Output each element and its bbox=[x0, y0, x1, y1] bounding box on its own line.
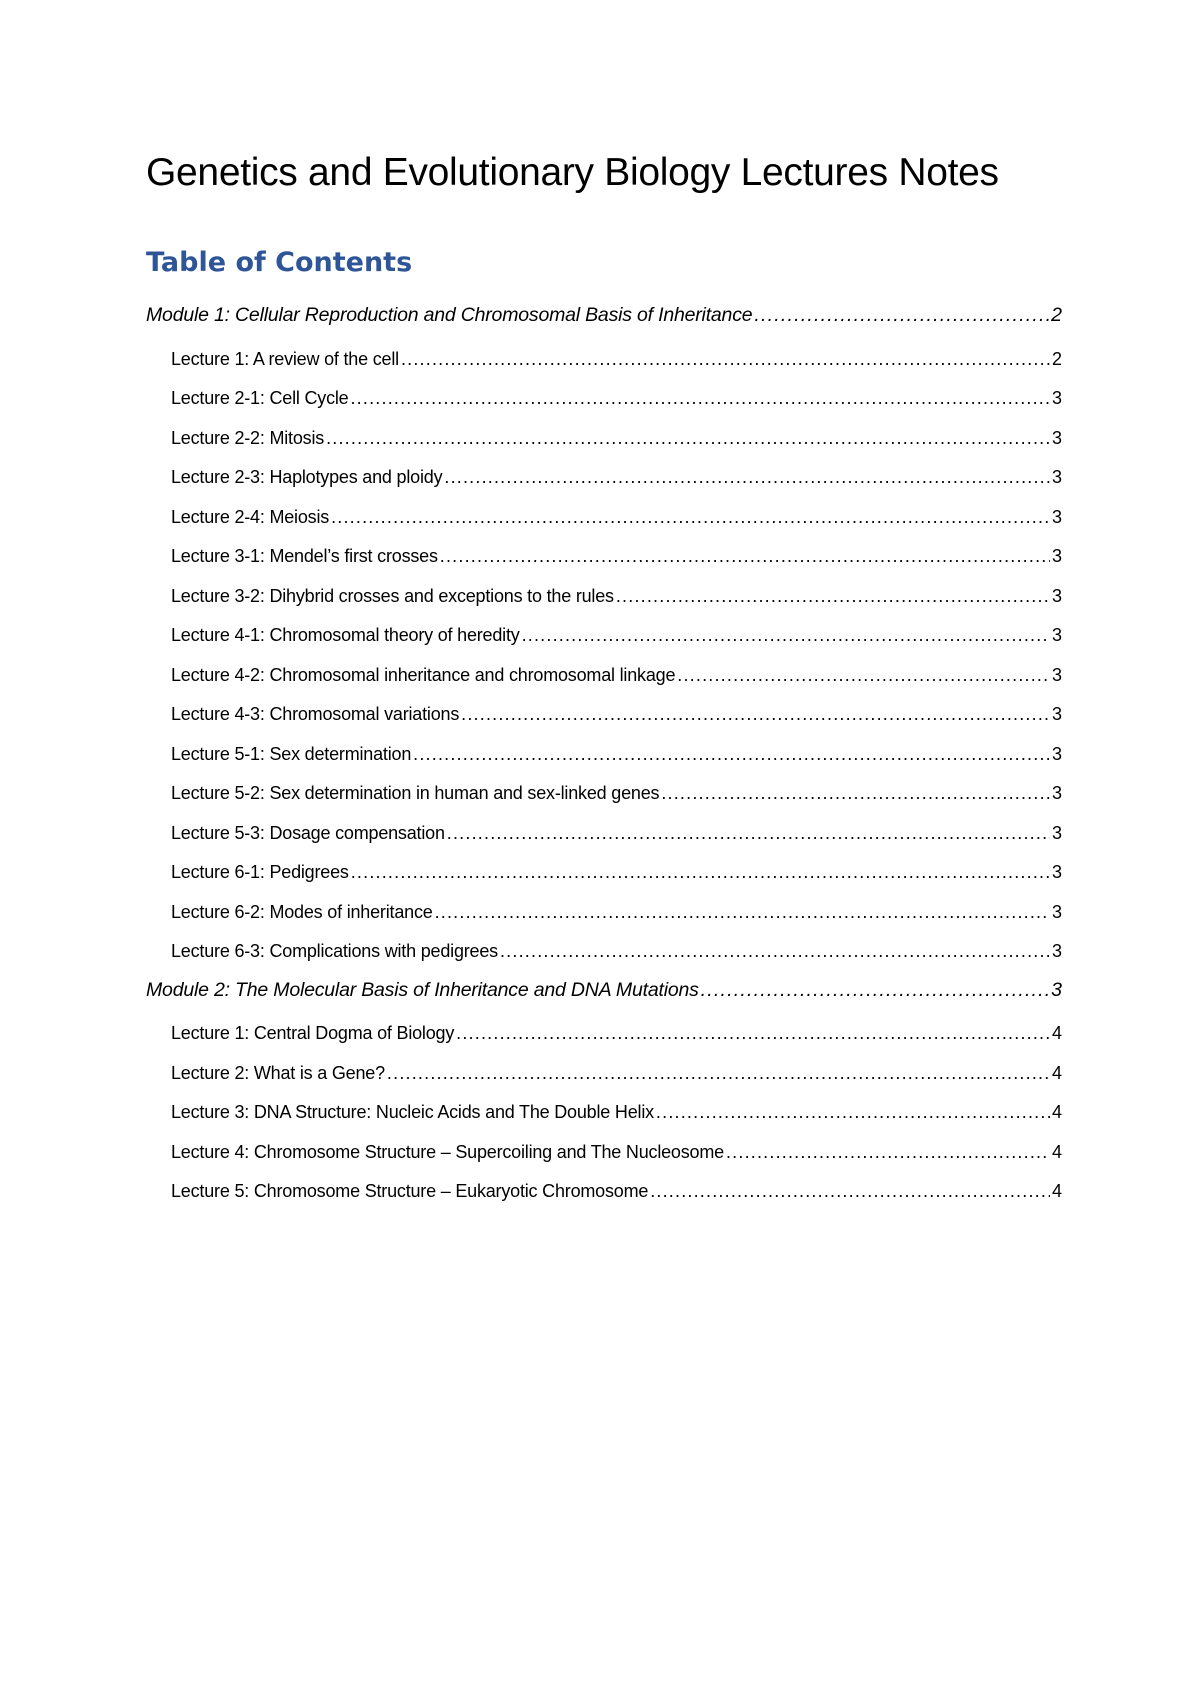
toc-entry-label: Lecture 3-2: Dihybrid crosses and exceptions to the rules bbox=[171, 585, 614, 606]
toc-entry-label: Lecture 4: Chromosome Structure – Supercoiling and The Nucleosome bbox=[171, 1141, 724, 1162]
toc-page-number: 3 bbox=[1051, 941, 1062, 961]
toc-dot-leader bbox=[461, 695, 1050, 735]
toc-dot-leader bbox=[350, 379, 1050, 419]
toc-page-number: 3 bbox=[1051, 978, 1062, 1001]
toc-entry-label: Lecture 4-1: Chromosomal theory of heredity bbox=[171, 625, 520, 645]
toc-page-number: 3 bbox=[1051, 427, 1062, 448]
toc-entry-label: Lecture 4-3: Chromosomal variations bbox=[171, 704, 460, 724]
toc-entry-label: Lecture 2-3: Haplotypes and ploidy bbox=[171, 467, 443, 487]
toc-entry-label: Lecture 2-1: Cell Cycle bbox=[171, 388, 349, 408]
toc-page-number: 3 bbox=[1051, 862, 1062, 882]
toc-lecture-entry[interactable] bbox=[146, 695, 1062, 735]
toc-dot-leader bbox=[331, 498, 1050, 538]
toc-entry-label: Lecture 1: Central Dogma of Biology bbox=[171, 1023, 455, 1043]
toc-lecture-entry[interactable] bbox=[146, 656, 1062, 696]
toc-lecture-entry[interactable] bbox=[146, 735, 1062, 775]
toc-page-number: 3 bbox=[1051, 783, 1062, 803]
toc-dot-leader bbox=[413, 735, 1050, 775]
toc-page-number: 3 bbox=[1051, 546, 1062, 566]
toc-lecture-entry[interactable] bbox=[146, 498, 1062, 538]
toc-dot-leader bbox=[661, 774, 1050, 814]
toc-entry-label: Lecture 2-2: Mitosis bbox=[171, 427, 325, 448]
toc-dot-leader bbox=[435, 893, 1050, 933]
toc-lecture-entry[interactable] bbox=[146, 419, 1062, 459]
toc-entry-label: Lecture 6-3: Complications with pedigrees bbox=[171, 941, 498, 961]
toc-lecture-entry[interactable] bbox=[146, 1133, 1062, 1173]
document-title: Genetics and Evolutionary Biology Lectures Notes bbox=[146, 151, 999, 194]
toc-lecture-entry[interactable] bbox=[146, 893, 1062, 933]
toc-lecture-entry[interactable] bbox=[146, 1172, 1062, 1212]
toc-entry-label: Lecture 6-2: Modes of inheritance bbox=[171, 901, 433, 922]
toc-entry-label: Lecture 4-2: Chromosomal inheritance and chromosomal linkage bbox=[171, 664, 676, 685]
toc-module-entry[interactable] bbox=[146, 297, 1062, 340]
toc-page-number: 3 bbox=[1051, 388, 1062, 408]
toc-page-number: 3 bbox=[1051, 743, 1062, 764]
toc-entry-label: Lecture 5-3: Dosage compensation bbox=[171, 822, 445, 843]
toc-entry-label: Lecture 5-2: Sex determination in human and sex-linked genes bbox=[171, 783, 660, 803]
toc-page-number: 2 bbox=[1051, 304, 1062, 326]
toc-entry-label: Lecture 5-1: Sex determination bbox=[171, 743, 412, 764]
toc-dot-leader bbox=[522, 616, 1050, 656]
toc-lecture-entry[interactable] bbox=[146, 1014, 1062, 1054]
toc-page-number: 3 bbox=[1051, 585, 1062, 606]
table-of-contents bbox=[146, 297, 1062, 1212]
toc-page-number: 4 bbox=[1051, 1062, 1062, 1083]
toc-dot-leader bbox=[447, 814, 1050, 854]
toc-entry-label: Lecture 2-4: Meiosis bbox=[171, 506, 330, 527]
toc-dot-leader bbox=[650, 1172, 1050, 1212]
toc-heading: Table of Contents bbox=[146, 247, 413, 278]
toc-page-number: 3 bbox=[1051, 467, 1062, 487]
toc-page-number: 4 bbox=[1051, 1141, 1062, 1162]
toc-dot-leader bbox=[326, 419, 1050, 459]
toc-lecture-entry[interactable] bbox=[146, 853, 1062, 893]
toc-entry-label: Module 2: The Molecular Basis of Inheritance and DNA Mutations bbox=[146, 978, 699, 1001]
toc-lecture-entry[interactable] bbox=[146, 340, 1062, 380]
toc-page-number: 4 bbox=[1051, 1102, 1062, 1122]
toc-lecture-entry[interactable] bbox=[146, 1093, 1062, 1133]
toc-dot-leader bbox=[726, 1133, 1050, 1173]
toc-page-number: 3 bbox=[1051, 822, 1062, 843]
toc-dot-leader bbox=[440, 537, 1050, 577]
toc-module-entry[interactable] bbox=[146, 972, 1062, 1015]
toc-dot-leader bbox=[444, 458, 1050, 498]
toc-entry-label: Lecture 3-1: Mendel’s first crosses bbox=[171, 546, 438, 566]
toc-page-number: 3 bbox=[1051, 664, 1062, 685]
toc-page-number: 3 bbox=[1051, 901, 1062, 922]
toc-dot-leader bbox=[351, 853, 1050, 893]
toc-page-number: 2 bbox=[1051, 348, 1062, 369]
toc-lecture-entry[interactable] bbox=[146, 814, 1062, 854]
toc-dot-leader bbox=[456, 1014, 1050, 1054]
toc-lecture-entry[interactable] bbox=[146, 379, 1062, 419]
toc-dot-leader bbox=[677, 656, 1050, 696]
toc-lecture-entry[interactable] bbox=[146, 616, 1062, 656]
toc-entry-label: Lecture 6-1: Pedigrees bbox=[171, 862, 349, 882]
toc-lecture-entry[interactable] bbox=[146, 932, 1062, 972]
toc-page-number: 3 bbox=[1051, 704, 1062, 724]
toc-page-number: 4 bbox=[1051, 1023, 1062, 1043]
toc-dot-leader bbox=[616, 577, 1050, 617]
toc-dot-leader bbox=[701, 972, 1049, 1008]
toc-entry-label: Lecture 3: DNA Structure: Nucleic Acids and The Double Helix bbox=[171, 1102, 654, 1122]
toc-dot-leader bbox=[401, 340, 1050, 380]
toc-dot-leader bbox=[754, 297, 1049, 333]
toc-entry-label: Lecture 2: What is a Gene? bbox=[171, 1062, 385, 1083]
toc-lecture-entry[interactable] bbox=[146, 577, 1062, 617]
toc-entry-label: Module 1: Cellular Reproduction and Chromosomal Basis of Inheritance bbox=[146, 304, 753, 326]
toc-lecture-entry[interactable] bbox=[146, 774, 1062, 814]
toc-lecture-entry[interactable] bbox=[146, 1054, 1062, 1094]
toc-dot-leader bbox=[656, 1093, 1050, 1133]
toc-page-number: 4 bbox=[1051, 1181, 1062, 1201]
toc-lecture-entry[interactable] bbox=[146, 458, 1062, 498]
toc-dot-leader bbox=[500, 932, 1050, 972]
toc-entry-label: Lecture 5: Chromosome Structure – Eukaryotic Chromosome bbox=[171, 1181, 649, 1201]
toc-lecture-entry[interactable] bbox=[146, 537, 1062, 577]
toc-page-number: 3 bbox=[1051, 625, 1062, 645]
toc-page-number: 3 bbox=[1051, 506, 1062, 527]
toc-dot-leader bbox=[387, 1054, 1050, 1094]
toc-entry-label: Lecture 1: A review of the cell bbox=[171, 348, 399, 369]
